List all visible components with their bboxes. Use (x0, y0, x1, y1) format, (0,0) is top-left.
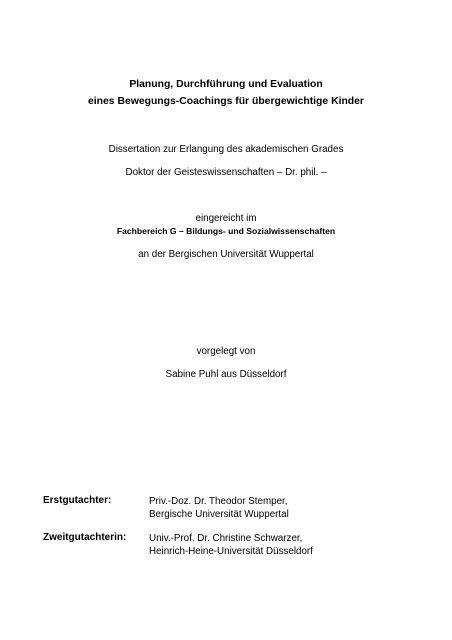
second-reviewer-role: Zweitgutachterin: (43, 532, 127, 543)
thesis-title-line-1: Planung, Durchführung und Evaluation (129, 79, 323, 90)
author-name: Sabine Puhl aus Düsseldorf (165, 369, 287, 380)
submitted-label: eingereicht im (195, 213, 257, 224)
second-reviewer-name: Univ.-Prof. Dr. Christine Schwarzer, (149, 533, 303, 544)
presented-by-label: vorgelegt von (196, 346, 256, 357)
thesis-title-line-2: eines Bewegungs-Coachings für übergewichtige Kinder (88, 96, 364, 107)
department-name: Fachbereich G – Bildungs- und Sozialwissenschaften (116, 226, 336, 236)
first-reviewer-name: Priv.-Doz. Dr. Theodor Stemper, (149, 496, 288, 507)
degree-line-2: Doktor der Geisteswissenschaften – Dr. phil. – (125, 167, 327, 178)
university-name: an der Bergischen Universität Wuppertal (138, 249, 314, 260)
second-reviewer-affiliation: Heinrich-Heine-Universität Düsseldorf (149, 546, 313, 557)
degree-line-1: Dissertation zur Erlangung des akademischen Grades (108, 144, 344, 155)
first-reviewer-affiliation: Bergische Universität Wuppertal (149, 509, 289, 520)
first-reviewer-role: Erstgutachter: (43, 495, 112, 506)
